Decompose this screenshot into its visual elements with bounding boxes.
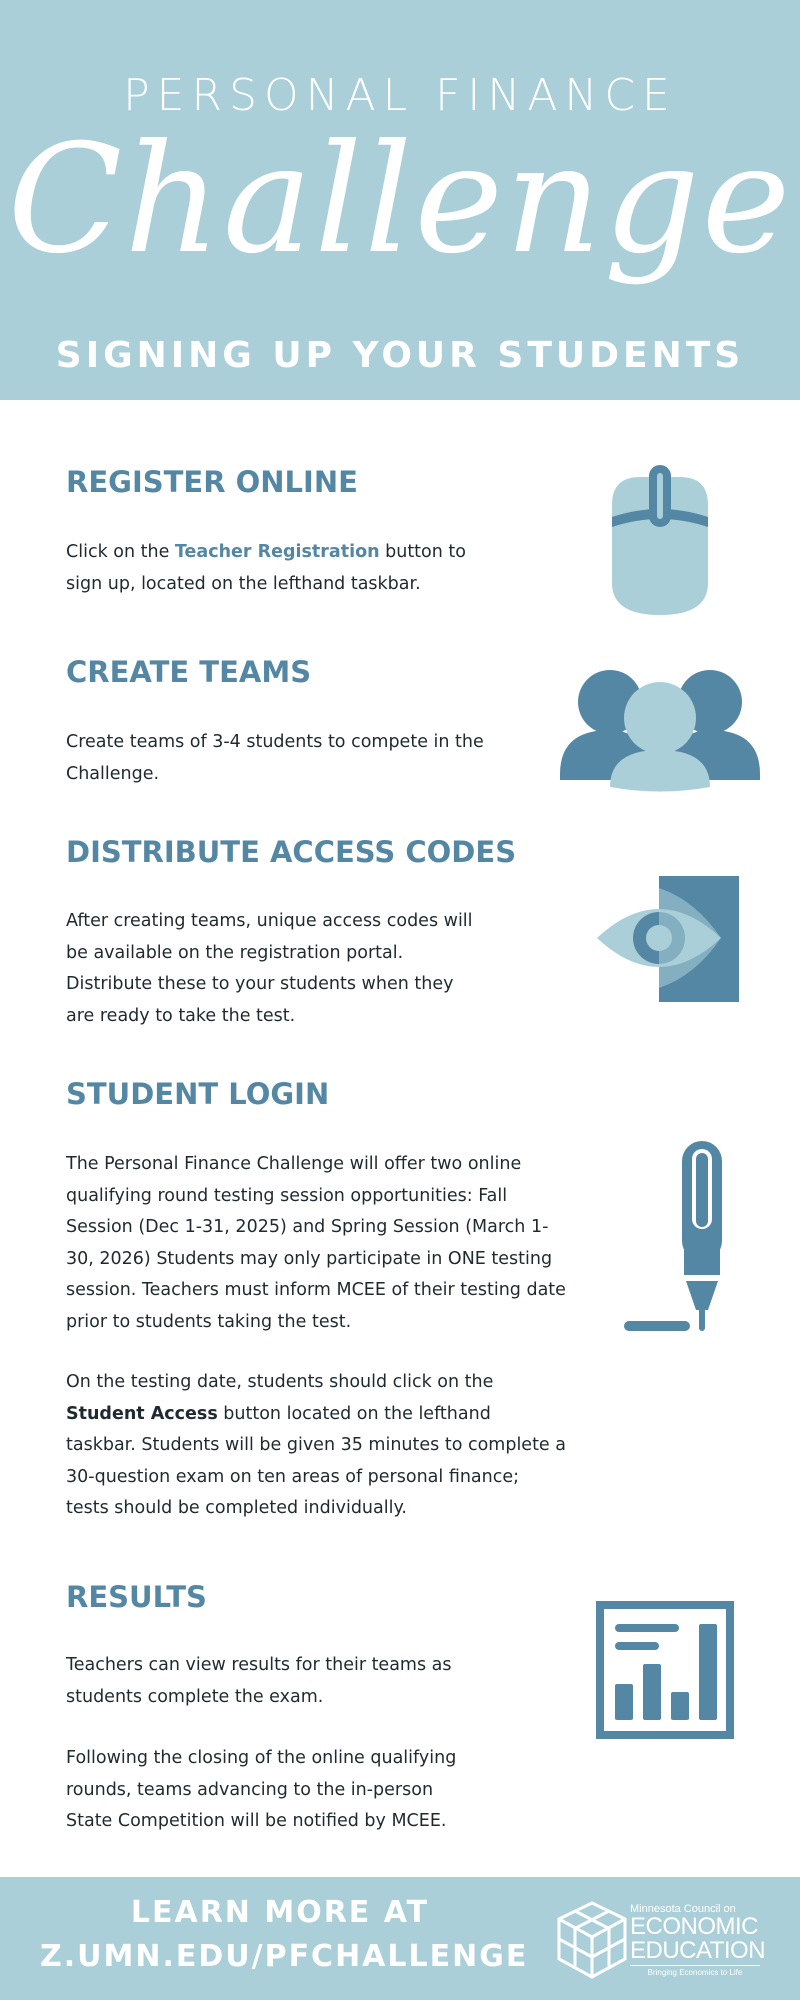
- register-text-a: Click on the: [66, 542, 175, 562]
- footer-cta: [40, 1891, 529, 1979]
- codes-title: DISTRIBUTE ACCESS CODES: [66, 835, 517, 869]
- register-text: [66, 537, 466, 600]
- login-text-1: The Personal Finance Challenge will offer two online qualifying round testing session opportunities: Fall Session (Dec 1-31, 2025) and Spring Session (March 1-30, 2026) Students may only participate in ONE testing session. Teachers must inform MCEE of their testing date prior to students taking the test.: [66, 1154, 566, 1332]
- login-text-2a: On the testing date, students should click on the: [66, 1372, 494, 1392]
- register-text-b: button to sign up, located on the lefthand taskbar.: [66, 542, 466, 594]
- teams-title: CREATE TEAMS: [66, 655, 312, 689]
- org-logo: [630, 1903, 765, 1977]
- eye-icon: [595, 874, 740, 1004]
- teacher-registration-link[interactable]: Teacher Registration: [174, 542, 380, 562]
- header-script-title: Challenge: [7, 113, 793, 287]
- login-text-2: [66, 1367, 566, 1525]
- results-text-1: Teachers can view results for their teams as students complete the exam.: [66, 1655, 452, 1707]
- header-subtitle: SIGNING UP YOUR STUDENTS: [55, 335, 745, 376]
- mouse-icon: [600, 465, 720, 625]
- team-icon: [560, 662, 760, 792]
- codes-text: After creating teams, unique access codes will be available on the registration portal. Distribute these to your students when they are ready to take the test.: [66, 911, 473, 1026]
- teams-text: Create teams of 3-4 students to compete in the Challenge.: [66, 732, 484, 784]
- org-line2: ECONOMIC: [630, 1913, 758, 1940]
- org-line1: Minnesota Council on: [630, 1903, 736, 1915]
- header-kicker: PERSONAL FINANCE: [123, 70, 677, 121]
- register-title: REGISTER ONLINE: [66, 465, 358, 499]
- login-text-2b: button located on the lefthand taskbar. Students will be given 35 minutes to complete a 30-question exam on ten areas of personal finance; tests should be completed individually.: [66, 1403, 566, 1518]
- footer-banner: [0, 1877, 800, 2000]
- login-title: STUDENT LOGIN: [66, 1077, 330, 1111]
- header-banner: [0, 0, 800, 400]
- report-icon: [595, 1600, 735, 1740]
- cube-logo-icon: [555, 1899, 629, 1981]
- footer-url-link[interactable]: Z.UMN.EDU/PFCHALLENGE: [40, 1939, 529, 1974]
- pen-icon: [620, 1135, 740, 1335]
- results-text-2: Following the closing of the online qualifying rounds, teams advancing to the in-person State Competition will be notified by MCEE.: [66, 1748, 457, 1831]
- org-line3: EDUCATION: [630, 1937, 766, 1964]
- results-title: RESULTS: [66, 1580, 207, 1614]
- footer-cta-line1: LEARN MORE AT: [130, 1895, 430, 1930]
- org-tagline: Bringing Economics to Life: [630, 1965, 760, 1977]
- student-access-link[interactable]: Student Access: [66, 1403, 218, 1424]
